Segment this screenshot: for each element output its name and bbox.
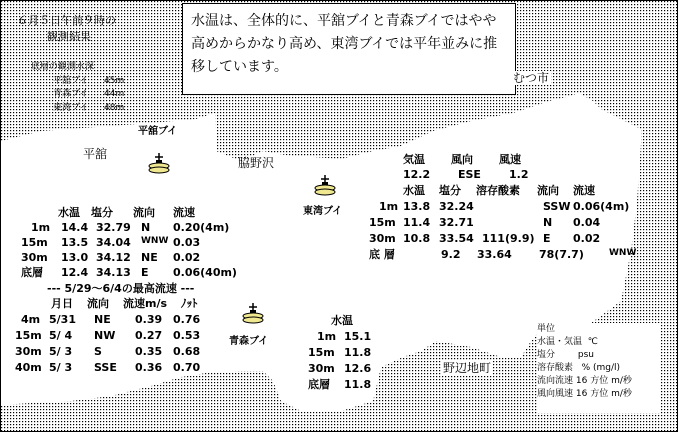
- place-wakinosawa: 脇野沢: [238, 156, 275, 170]
- legend-line: [537, 362, 661, 375]
- row-date: 5/31: [49, 313, 76, 326]
- row-dir: NE: [141, 251, 158, 264]
- depths-title: 底層の観測水深: [31, 62, 95, 72]
- max-header-dir: 流向: [87, 297, 109, 310]
- header-line1: ６月５日午前９時の: [17, 14, 116, 27]
- row-sal: 32.79: [96, 221, 131, 234]
- row-depth: 4m: [21, 313, 41, 326]
- legend-line: [537, 349, 661, 362]
- higashiwan-header-do: 溶存酸素: [476, 184, 520, 197]
- aomori-title: 水温: [331, 314, 353, 327]
- header-line2: 観測結果: [47, 30, 91, 43]
- row-temp: 13.0: [61, 251, 89, 264]
- place-mutsu: むつ市: [513, 71, 550, 85]
- row-speed: 0.02: [573, 232, 601, 245]
- row-dir: WNW: [609, 248, 637, 258]
- buoy-hiradate-icon: [147, 151, 171, 175]
- higashiwan-header-speed: 流速: [573, 184, 595, 197]
- row-temp: 14.4: [61, 221, 89, 234]
- weather-value-temp: 12.2: [403, 168, 431, 181]
- higashiwan-header-temp: 水温: [403, 184, 425, 197]
- depth-name-2: 青森ブイ: [53, 89, 89, 99]
- row-dir: SSW: [543, 200, 571, 213]
- weather-header-dir: 風向: [451, 153, 473, 166]
- buoy-aomori-icon: [241, 301, 265, 325]
- units-legend: [537, 323, 661, 413]
- max-header-date: 月日: [51, 297, 73, 310]
- row-temp: 13.5: [61, 236, 89, 249]
- legend-unit: 16 方位 m/秒: [575, 376, 632, 386]
- depth-value-2: 44m: [104, 89, 125, 99]
- legend-label: 水温・気温: [537, 337, 583, 347]
- weather-value-speed: 1.2: [509, 168, 529, 181]
- row-depth: 30m: [15, 345, 42, 358]
- row-knot: 0.68: [173, 345, 201, 358]
- row-temp: 12.4: [61, 266, 89, 279]
- row-knot: 0.76: [173, 313, 201, 326]
- row-ms: 0.39: [135, 313, 163, 326]
- summary-box: [182, 3, 516, 95]
- row-depth: 1m: [317, 330, 337, 343]
- buoy-label-aomori: 青森ブイ: [229, 336, 269, 347]
- hiradate-header-speed: 流速: [173, 206, 195, 219]
- hiradate-header-temp: 水温: [58, 206, 80, 219]
- depth-name-1: 平舘ブイ: [53, 76, 89, 86]
- row-sal: 33.64: [477, 248, 512, 261]
- row-ms: 0.36: [135, 361, 163, 374]
- row-sal: 34.12: [96, 251, 131, 264]
- row-sal: 32.71: [439, 216, 474, 229]
- row-sal: 34.13: [96, 266, 131, 279]
- row-temp: 9.2: [441, 248, 461, 261]
- weather-value-dir: ESE: [458, 168, 481, 181]
- row-do: 111(9.9): [482, 232, 535, 245]
- higashiwan-header-dir: 流向: [537, 184, 559, 197]
- row-speed: 0.04: [573, 216, 601, 229]
- row-depth: 30m: [308, 362, 335, 375]
- depth-name-3: 東湾ブイ: [53, 103, 89, 113]
- row-depth: 15m: [15, 329, 42, 342]
- row-temp: 13.8: [403, 200, 431, 213]
- buoy-higashiwan-icon: [313, 173, 337, 197]
- row-do: 78(7.7): [539, 248, 584, 261]
- row-speed: 0.03: [173, 236, 201, 249]
- row-knot: 0.70: [173, 361, 201, 374]
- legend-unit: % (mg/l): [581, 363, 621, 373]
- row-sal: 32.24: [439, 200, 474, 213]
- row-ms: 0.27: [135, 329, 163, 342]
- row-depth: 底層: [21, 266, 43, 279]
- depth-value-1: 45m: [104, 76, 125, 86]
- max-speed-title: --- 5/29～6/4の最高流速 ---: [47, 282, 195, 295]
- legend-label: 風向風速: [537, 389, 574, 399]
- legend-label: 流向流速: [537, 376, 574, 386]
- row-depth: 15m: [369, 216, 396, 229]
- row-temp: 11.4: [403, 216, 431, 229]
- buoy-label-higashiwan: 東湾ブイ: [303, 206, 343, 217]
- row-dir: WNW: [141, 236, 169, 246]
- weather-header-speed: 風速: [499, 153, 521, 166]
- row-sal: 33.54: [439, 232, 474, 245]
- legend-line: [537, 336, 661, 349]
- legend-unit: 16 方位 m/秒: [575, 389, 632, 399]
- row-depth: 40m: [15, 361, 42, 374]
- row-date: 5/ 3: [49, 345, 73, 358]
- legend-label: 塩分: [537, 350, 556, 360]
- row-knot: 0.53: [173, 329, 201, 342]
- row-depth: 30m: [369, 232, 396, 245]
- row-depth: 底層: [308, 378, 330, 391]
- row-temp: 10.8: [403, 232, 431, 245]
- row-speed: 0.20(4m): [173, 221, 230, 234]
- row-speed: 0.06(4m): [573, 200, 630, 213]
- hiradate-header-sal: 塩分: [91, 206, 113, 219]
- row-date: 5/ 4: [49, 329, 73, 342]
- row-sal: 34.04: [96, 236, 131, 249]
- row-dir: S: [94, 345, 102, 358]
- legend-line: [537, 375, 661, 388]
- row-dir: N: [543, 216, 553, 229]
- row-depth: 30m: [21, 251, 48, 264]
- row-temp: 11.8: [344, 346, 372, 359]
- weather-header-temp: 気温: [403, 153, 425, 166]
- row-dir: SSE: [94, 361, 117, 374]
- legend-line: [537, 388, 661, 401]
- hiradate-header-dir: 流向: [133, 206, 155, 219]
- place-hiradate: 平舘: [83, 147, 108, 161]
- row-ms: 0.35: [135, 345, 163, 358]
- row-dir: E: [141, 266, 149, 279]
- row-temp: 15.1: [344, 330, 372, 343]
- row-temp: 12.6: [344, 362, 372, 375]
- depth-value-3: 48m: [104, 103, 125, 113]
- summary-text: 水温は、全体的に、平舘ブイと青森ブイではやや高めからかなり高め、東湾ブイでは平年並みに推移しています。: [191, 13, 498, 75]
- row-dir: N: [141, 221, 151, 234]
- row-temp: 11.8: [344, 378, 372, 391]
- row-dir: E: [543, 232, 551, 245]
- row-speed: 0.02: [173, 251, 201, 264]
- row-speed: 0.06(40m): [173, 266, 237, 279]
- row-depth: 15m: [308, 346, 335, 359]
- legend-unit: psu: [577, 350, 595, 360]
- max-header-knot: ﾉｯﾄ: [181, 297, 198, 310]
- place-noheji: 野辺地町: [443, 361, 492, 375]
- row-date: 5/ 3: [49, 361, 73, 374]
- legend-label: 溶存酸素: [537, 363, 574, 373]
- row-depth: 15m: [21, 236, 48, 249]
- max-header-ms: 流速m/s: [123, 297, 168, 310]
- row-dir: NE: [94, 313, 111, 326]
- higashiwan-header-sal: 塩分: [439, 184, 461, 197]
- legend-title: 単位: [537, 324, 556, 334]
- legend-unit: ℃: [587, 337, 598, 347]
- row-depth: 1m: [379, 200, 399, 213]
- row-dir: NW: [94, 329, 116, 342]
- row-depth: 底 層: [369, 248, 395, 261]
- row-depth: 1m: [31, 221, 51, 234]
- buoy-label-hiradate: 平舘ブイ: [138, 126, 178, 137]
